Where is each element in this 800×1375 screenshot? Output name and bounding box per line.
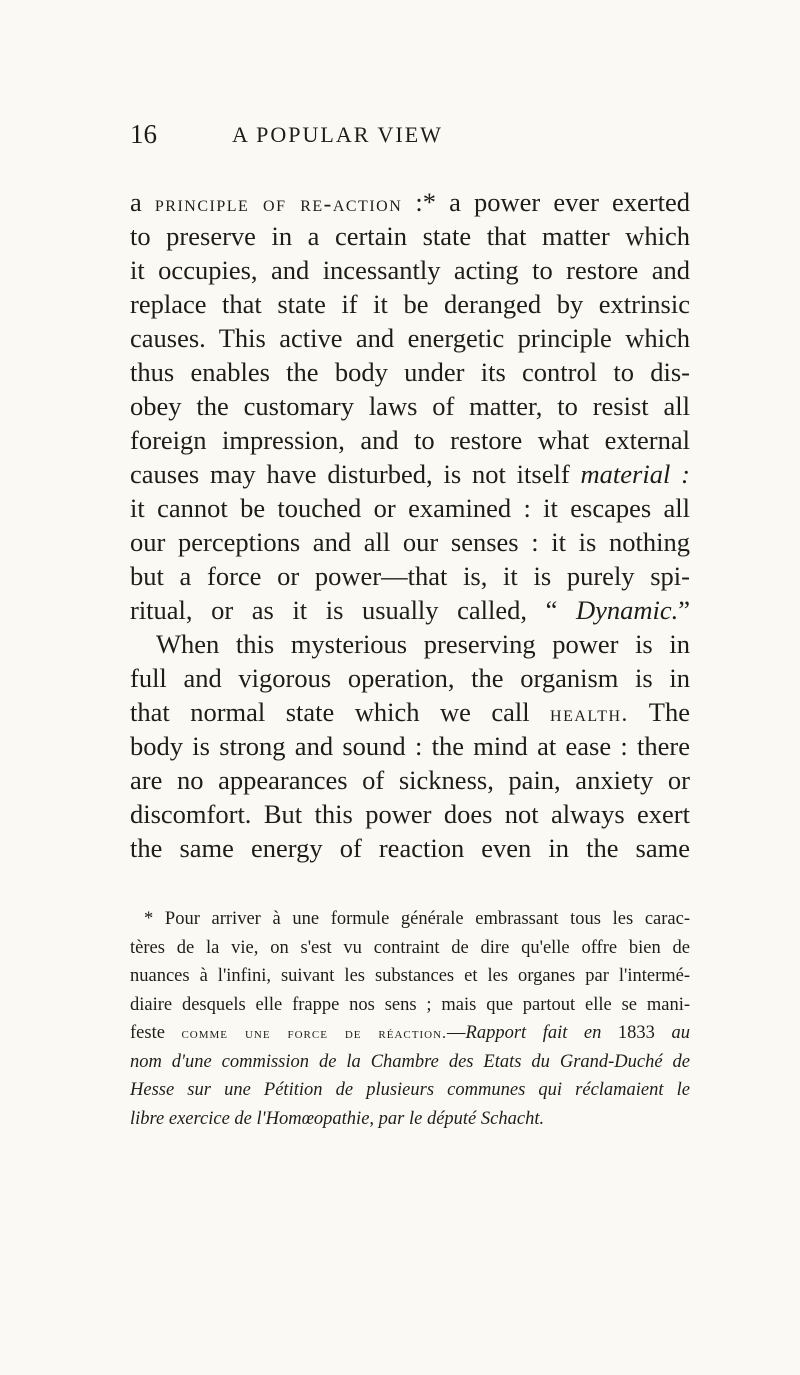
- body-line: [130, 321, 690, 355]
- body-text-run: causes. This active and energetic principle which: [130, 323, 690, 353]
- main-text: [130, 185, 690, 865]
- body-line: [130, 525, 690, 559]
- body-line: [130, 423, 690, 457]
- footnote-line: [130, 905, 690, 934]
- body-line: [130, 355, 690, 389]
- body-text-run: When this mysterious preserving power is in: [156, 629, 690, 659]
- body-text-run: our perceptions and all our senses : it is nothing: [130, 527, 690, 557]
- body-text-run: principle of re-action: [154, 191, 403, 216]
- body-line: [130, 729, 690, 763]
- footnote-text-run: Hesse sur une Pétition de plusieurs communes qui réclamaient le: [130, 1080, 690, 1100]
- body-text-run: a: [130, 187, 155, 217]
- body-text-run: causes may have disturbed, is not itself: [130, 459, 581, 489]
- body-line: [130, 491, 690, 525]
- footnote-text-run: nom d'une commission de la Chambre des Etats du Grand-Duché de: [130, 1051, 690, 1072]
- body-text-run: but a force or power—that is, it is purely spi-: [130, 561, 690, 591]
- footnote-text-run: comme une force de réaction.: [181, 1025, 448, 1042]
- footnote-text-run: libre exercice de l'Homœopathie, par le député Schacht.: [130, 1108, 545, 1129]
- body-line: [130, 627, 690, 661]
- footnote-line: [130, 1048, 690, 1077]
- body-text-run: ”: [678, 595, 690, 625]
- body-line: [130, 661, 690, 695]
- body-text-run: it cannot be touched or examined : it escapes all: [130, 493, 690, 523]
- body-text-run: are no appearances of sickness, pain, anxiety or: [130, 765, 690, 795]
- footnote-text-run: * Pour arriver à une formule générale embrassant tous les carac-: [144, 909, 690, 929]
- footnote-line: [130, 1105, 690, 1134]
- footnote-line: [130, 962, 690, 991]
- body-text-run: the same energy of reaction even in the same: [130, 833, 690, 863]
- body-text-run: discomfort. But this power does not always exert: [130, 799, 690, 829]
- footnote-line: [130, 1076, 690, 1105]
- footnote-text-run: —: [447, 1023, 466, 1043]
- footnote-text-run: feste: [130, 1023, 182, 1043]
- body-text-run: body is strong and sound : the mind at ease : there: [130, 731, 690, 761]
- body-line: [130, 695, 690, 729]
- body-text-run: it occupies, and incessantly acting to restore and: [130, 255, 690, 285]
- body-line: [130, 253, 690, 287]
- body-text-run: that normal state which we call: [130, 697, 551, 727]
- body-text-run: material :: [580, 459, 691, 489]
- running-title: A POPULAR VIEW: [232, 122, 443, 147]
- footnote-text-run: diaire desquels elle frappe nos sens ; mais que partout elle se mani-: [130, 994, 690, 1015]
- body-line: [130, 797, 690, 831]
- body-text-run: health.: [550, 701, 629, 726]
- footnote-line: [130, 934, 690, 963]
- body-line: [130, 763, 690, 797]
- body-text-run: Dynamic.: [575, 595, 679, 625]
- footnote-text-run: au: [671, 1023, 690, 1043]
- footnote-text-run: tères de la vie, on s'est vu contraint de dire qu'elle offre bien de: [130, 937, 690, 958]
- footnote-line: [130, 991, 690, 1020]
- page-number: 16: [130, 119, 157, 149]
- footnote: [130, 905, 690, 1133]
- body-text-run: full and vigorous operation, the organism is in: [130, 663, 690, 693]
- body-text-run: :* a power ever exerted: [402, 187, 691, 217]
- body-text-run: foreign impression, and to restore what external: [130, 425, 690, 455]
- body-text-run: The: [628, 697, 690, 727]
- footnote-line: [130, 1019, 690, 1048]
- body-line: [130, 831, 690, 865]
- running-head: [130, 118, 670, 158]
- body-text-run: to preserve in a certain state that matter which: [130, 221, 690, 251]
- body-text-run: ritual, or as it is usually called, “: [130, 595, 576, 625]
- body-line: [130, 389, 690, 423]
- body-text-run: thus enables the body under its control to dis-: [130, 357, 690, 387]
- body-text-run: replace that state if it be deranged by extrinsic: [130, 289, 690, 319]
- body-line: [130, 457, 690, 491]
- body-text-run: obey the customary laws of matter, to resist all: [130, 391, 690, 421]
- body-line: [130, 287, 690, 321]
- footnote-text-run: nuances à l'infini, suivant les substances et les organes par l'intermé-: [130, 966, 690, 986]
- body-line: [130, 219, 690, 253]
- body-line: [130, 185, 690, 219]
- footnote-text-run: Rapport fait en: [465, 1023, 602, 1043]
- body-line: [130, 593, 690, 627]
- body-line: [130, 559, 690, 593]
- footnote-text-run: 1833: [601, 1023, 672, 1043]
